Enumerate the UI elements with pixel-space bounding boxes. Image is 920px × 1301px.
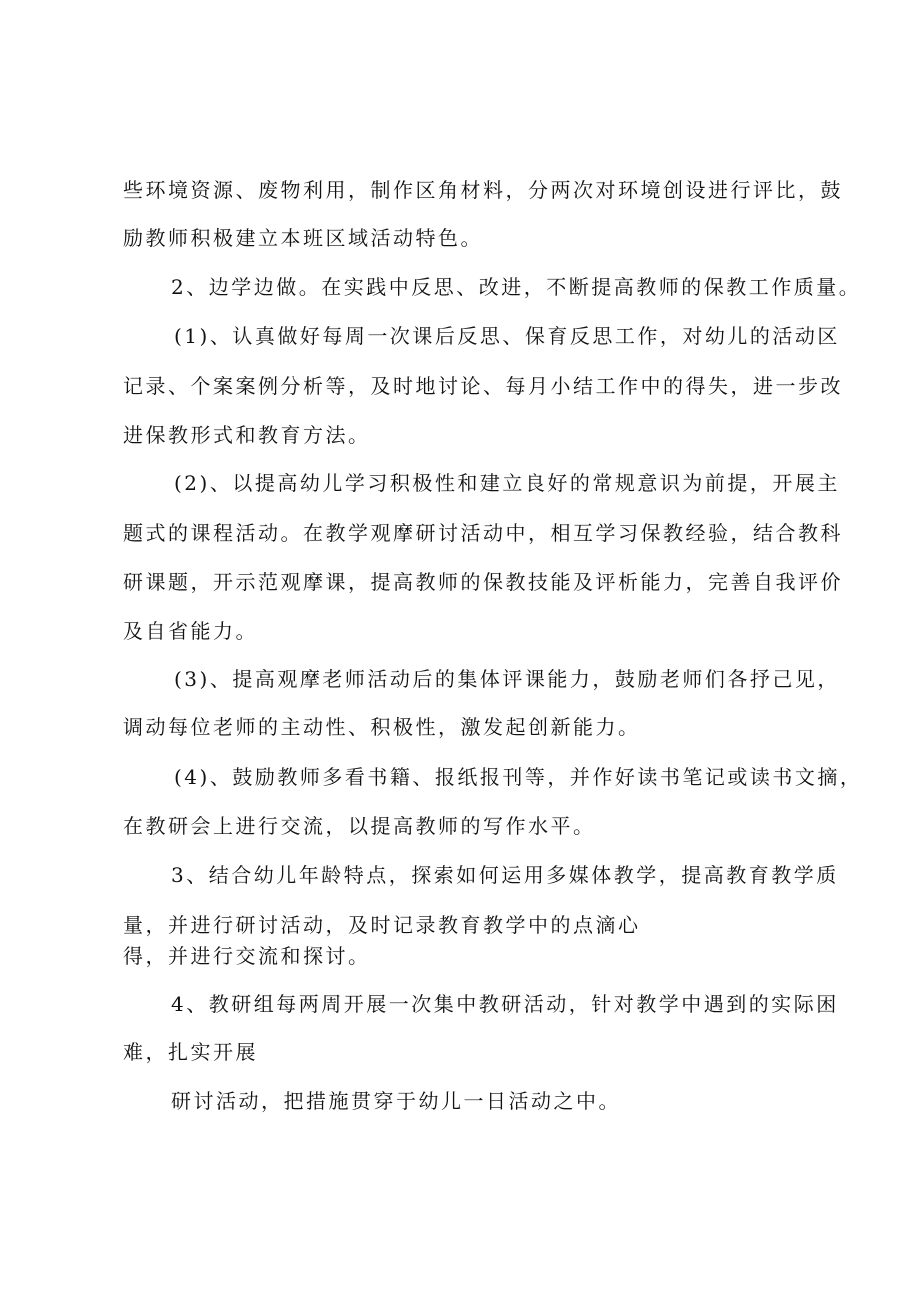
text-line: 难，扎实开展	[123, 1040, 258, 1064]
text-line: 题式的课程活动。在教学观摩研讨活动中，相互学习保教经验，结合教科	[123, 521, 843, 545]
text-line: 量，并进行研讨活动，及时记录教育教学中的点滴心	[123, 913, 641, 937]
text-line: 研课题，开示范观摩课，提高教师的保教技能及评析能力，完善自我评价	[123, 570, 843, 594]
text-line: 研讨活动，把措施贯穿于幼儿一日活动之中。	[171, 1089, 621, 1113]
text-line: 3、结合幼儿年龄特点，探索如何运用多媒体教学，提高教育教学质	[171, 863, 839, 887]
text-line: 在教研会上进行交流，以提高教师的写作水平。	[123, 814, 596, 838]
text-line: (4)、鼓励教师多看书籍、报纸报刊等，并作好读书笔记或读书文摘，	[174, 765, 863, 789]
text-line: 进保教形式和教育方法。	[123, 423, 371, 447]
text-line: 2、边学边做。在实践中反思、改进，不断提高教师的保教工作质量。	[171, 275, 862, 299]
text-line: 励教师积极建立本班区域活动特色。	[123, 226, 483, 250]
text-line: 及自省能力。	[123, 619, 258, 643]
text-line: 些环境资源、废物利用，制作区角材料，分两次对环境创设进行评比，鼓	[123, 178, 843, 202]
text-line: 记录、个案案例分析等，及时地讨论、每月小结工作中的得失，进一步改	[123, 374, 843, 398]
text-line: 得，并进行交流和探讨。	[123, 944, 371, 968]
text-line: 调动每位老师的主动性、积极性，激发起创新能力。	[123, 715, 641, 739]
text-line: 4、教研组每两周开展一次集中教研活动，针对教学中遇到的实际困	[171, 992, 839, 1016]
text-line: (2)、以提高幼儿学习积极性和建立良好的常规意识为前提，开展主	[174, 471, 840, 495]
text-line: (3)、提高观摩老师活动后的集体评课能力，鼓励老师们各抒己见，	[174, 667, 840, 691]
text-line: (1)、认真做好每周一次课后反思、保育反思工作，对幼儿的活动区	[174, 324, 840, 348]
